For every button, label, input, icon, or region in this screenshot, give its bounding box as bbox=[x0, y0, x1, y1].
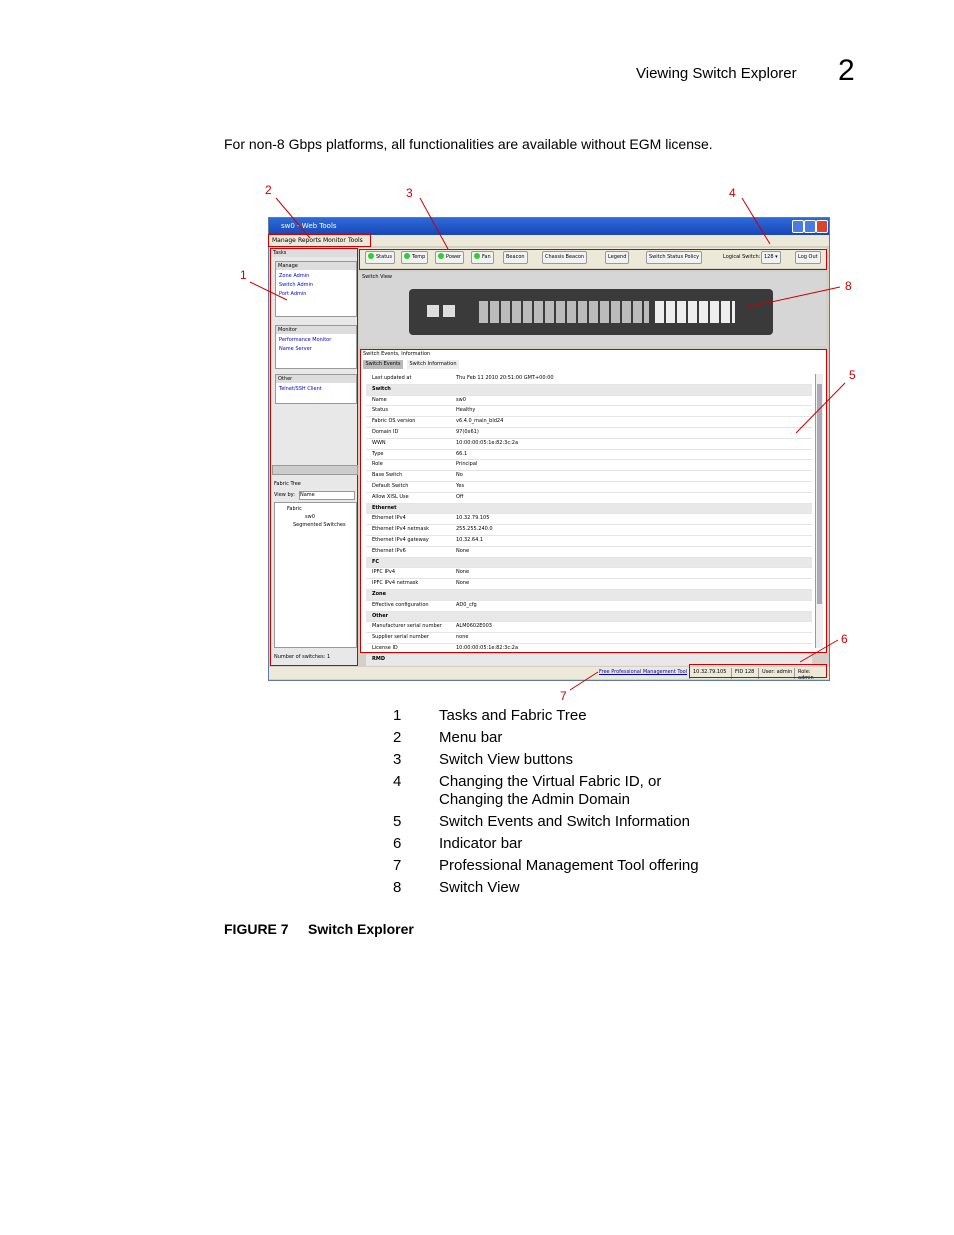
legend-button[interactable]: Legend bbox=[605, 251, 629, 264]
pro-management-tool-link[interactable]: Free Professional Management Tool bbox=[599, 669, 688, 675]
telnet-ssh-link[interactable]: Telnet/SSH Client bbox=[279, 386, 322, 392]
row-value: Principal bbox=[456, 461, 478, 468]
row-value: Off bbox=[456, 493, 464, 500]
zone-admin-link[interactable]: Zone Admin bbox=[279, 273, 310, 279]
row-key: Manufacturer serial number bbox=[372, 623, 442, 630]
callout-4: 4 bbox=[729, 186, 736, 200]
row-key: FC bbox=[372, 558, 380, 565]
performance-monitor-link[interactable]: Performance Monitor bbox=[279, 337, 332, 343]
row-key: RMD bbox=[372, 655, 385, 662]
view-by-select[interactable]: Name bbox=[299, 491, 355, 500]
row-value: None bbox=[456, 547, 470, 554]
port-admin-link[interactable]: Port Admin bbox=[279, 291, 307, 297]
manage-title: Manage bbox=[276, 262, 356, 270]
legend-number: 8 bbox=[393, 879, 402, 896]
row-value: 10:00:00:05:1e:82:3c:2a bbox=[456, 644, 519, 651]
power-button[interactable]: Power bbox=[435, 251, 464, 264]
row-key: Base Switch bbox=[372, 472, 403, 479]
other-title: Other bbox=[276, 375, 356, 383]
row-key: Default Switch bbox=[372, 482, 409, 489]
row-key: Fabric OS version bbox=[372, 418, 416, 425]
row-key: Ethernet IPv4 gateway bbox=[372, 536, 429, 543]
tree-fabric[interactable]: Fabric bbox=[287, 506, 302, 512]
legend-text: Switch Events and Switch Information bbox=[439, 813, 690, 830]
row-value: 10.32.79.105 bbox=[456, 515, 490, 522]
callout-line-1 bbox=[250, 282, 287, 300]
menu-manage[interactable]: Manage bbox=[272, 237, 296, 244]
legend-number: 5 bbox=[393, 813, 402, 830]
row-key: IPFC IPv4 bbox=[372, 569, 396, 576]
view-by-label: View by: bbox=[274, 492, 295, 498]
callout-line-6 bbox=[800, 640, 838, 662]
row-value: sw0 bbox=[456, 396, 466, 403]
monitor-title: Monitor bbox=[276, 326, 356, 334]
row-value: No bbox=[456, 472, 463, 479]
temp-button[interactable]: Temp bbox=[401, 251, 428, 264]
row-key: WWN bbox=[372, 439, 386, 446]
callout-3: 3 bbox=[406, 186, 413, 200]
row-key: Ethernet bbox=[372, 504, 397, 511]
row-value: ALM0602E003 bbox=[456, 623, 492, 630]
menu-reports[interactable]: Reports bbox=[298, 237, 322, 244]
tab-switch-information[interactable]: Switch Information bbox=[407, 360, 459, 369]
row-value: 97(0x61) bbox=[456, 428, 479, 435]
callout-5: 5 bbox=[849, 368, 856, 382]
row-value: 10:00:00:05:1e:82:3c:2a bbox=[456, 439, 519, 446]
callout-line-3 bbox=[420, 198, 448, 249]
tab-switch-events[interactable]: Switch Events bbox=[363, 360, 403, 369]
running-header-title: Viewing Switch Explorer bbox=[636, 65, 797, 82]
row-value: 255.255.240.0 bbox=[456, 526, 493, 533]
row-value: Thu Feb 11 2010 20:51:00 GMT+00:00 bbox=[456, 375, 554, 381]
fan-button[interactable]: Fan bbox=[471, 251, 494, 264]
intro-paragraph: For non-8 Gbps platforms, all functionalities are available without EGM license. bbox=[224, 136, 713, 152]
row-key: Type bbox=[372, 450, 384, 457]
number-of-switches: Number of switches: 1 bbox=[274, 654, 331, 660]
tree-sw0[interactable]: sw0 bbox=[305, 514, 315, 520]
row-key: Status bbox=[372, 407, 388, 414]
legend-number: 4 bbox=[393, 773, 402, 790]
legend-text: Indicator bar bbox=[439, 835, 523, 852]
row-key: Switch bbox=[372, 385, 391, 392]
legend-number: 1 bbox=[393, 707, 402, 724]
legend-text: Switch View buttons bbox=[439, 751, 573, 768]
row-value: None bbox=[456, 580, 470, 587]
callout-8: 8 bbox=[845, 279, 852, 293]
logout-button[interactable]: Log Out bbox=[795, 251, 821, 264]
row-value: None bbox=[456, 569, 470, 576]
row-key: Other bbox=[372, 612, 389, 619]
row-key: Ethernet IPv4 bbox=[372, 515, 406, 522]
row-key: Zone bbox=[372, 590, 387, 597]
legend-text: Tasks and Fabric Tree bbox=[439, 707, 587, 724]
legend-text: Menu bar bbox=[439, 729, 503, 746]
legend-number: 2 bbox=[393, 729, 402, 746]
tree-segmented-switches[interactable]: Segmented Switches bbox=[293, 522, 346, 528]
switch-status-policy-button[interactable]: Switch Status Policy bbox=[646, 251, 702, 264]
row-value: 66.1 bbox=[456, 450, 468, 457]
callout-6: 6 bbox=[841, 632, 848, 646]
row-key: Ethernet IPv4 netmask bbox=[372, 526, 429, 533]
callout-1: 1 bbox=[240, 268, 247, 282]
status-ip: 10.32.79.105 bbox=[689, 668, 729, 679]
tasks-title: Tasks bbox=[271, 249, 357, 257]
switch-admin-link[interactable]: Switch Admin bbox=[279, 282, 314, 288]
beacon-button[interactable]: Beacon bbox=[503, 251, 528, 264]
switch-view-title: Switch View bbox=[362, 274, 392, 280]
logical-switch-label: Logical Switch: bbox=[723, 254, 761, 260]
logical-switch-select[interactable]: 128 ▾ bbox=[761, 251, 781, 264]
status-user: User: admin bbox=[758, 668, 795, 679]
row-key: Allow XISL Use bbox=[372, 493, 409, 500]
row-value: AD0_cfg bbox=[456, 601, 477, 608]
legend-text: Professional Management Tool offering bbox=[439, 857, 699, 874]
callout-line-2 bbox=[276, 198, 310, 238]
callout-line-8 bbox=[748, 287, 840, 307]
legend-text: Switch View bbox=[439, 879, 520, 896]
row-key: Role bbox=[372, 461, 383, 468]
legend-number: 6 bbox=[393, 835, 402, 852]
row-key: Domain ID bbox=[372, 428, 399, 435]
callout-line-4 bbox=[742, 198, 770, 244]
status-role: Role: admin bbox=[794, 668, 829, 679]
legend-number: 3 bbox=[393, 751, 402, 768]
row-value: Yes bbox=[456, 482, 465, 489]
row-key: IPFC IPv4 netmask bbox=[372, 580, 419, 587]
row-key: Supplier serial number bbox=[372, 634, 429, 641]
row-value: Healthy bbox=[456, 407, 476, 414]
legend-text: Changing the Virtual Fabric ID, or Changing the Admin Domain bbox=[439, 773, 662, 808]
callout-line-5 bbox=[796, 383, 845, 433]
window-title: sw0 - Web Tools bbox=[281, 222, 337, 230]
row-key: Name bbox=[372, 396, 387, 403]
fabric-tree-title: Fabric Tree bbox=[274, 481, 301, 487]
status-fid: FID 128 bbox=[731, 668, 757, 679]
callout-line-7 bbox=[570, 672, 598, 690]
figure-caption bbox=[224, 921, 414, 937]
row-key: Last updated at bbox=[372, 375, 412, 381]
events-title: Switch Events, Information bbox=[363, 351, 431, 357]
row-key: License ID bbox=[372, 644, 398, 651]
row-key: Effective configuration bbox=[372, 601, 429, 608]
row-key: Ethernet IPv6 bbox=[372, 547, 406, 554]
row-value: 10.32.64.1 bbox=[456, 536, 484, 543]
row-value: none bbox=[456, 634, 469, 641]
status-button[interactable]: Status bbox=[365, 251, 395, 264]
figure-title: Switch Explorer bbox=[308, 921, 414, 937]
callout-2: 2 bbox=[265, 183, 272, 197]
name-server-link[interactable]: Name Server bbox=[279, 346, 312, 352]
menu-tools[interactable]: Tools bbox=[348, 237, 363, 244]
figure-label: FIGURE 7 bbox=[224, 921, 289, 937]
legend-number: 7 bbox=[393, 857, 402, 874]
chapter-number: 2 bbox=[838, 54, 855, 87]
callout-7: 7 bbox=[560, 689, 567, 703]
menu-monitor[interactable]: Monitor bbox=[323, 237, 346, 244]
chassis-beacon-button[interactable]: Chassis Beacon bbox=[542, 251, 587, 264]
row-value: v6.4.0_main_bld24 bbox=[456, 418, 504, 425]
